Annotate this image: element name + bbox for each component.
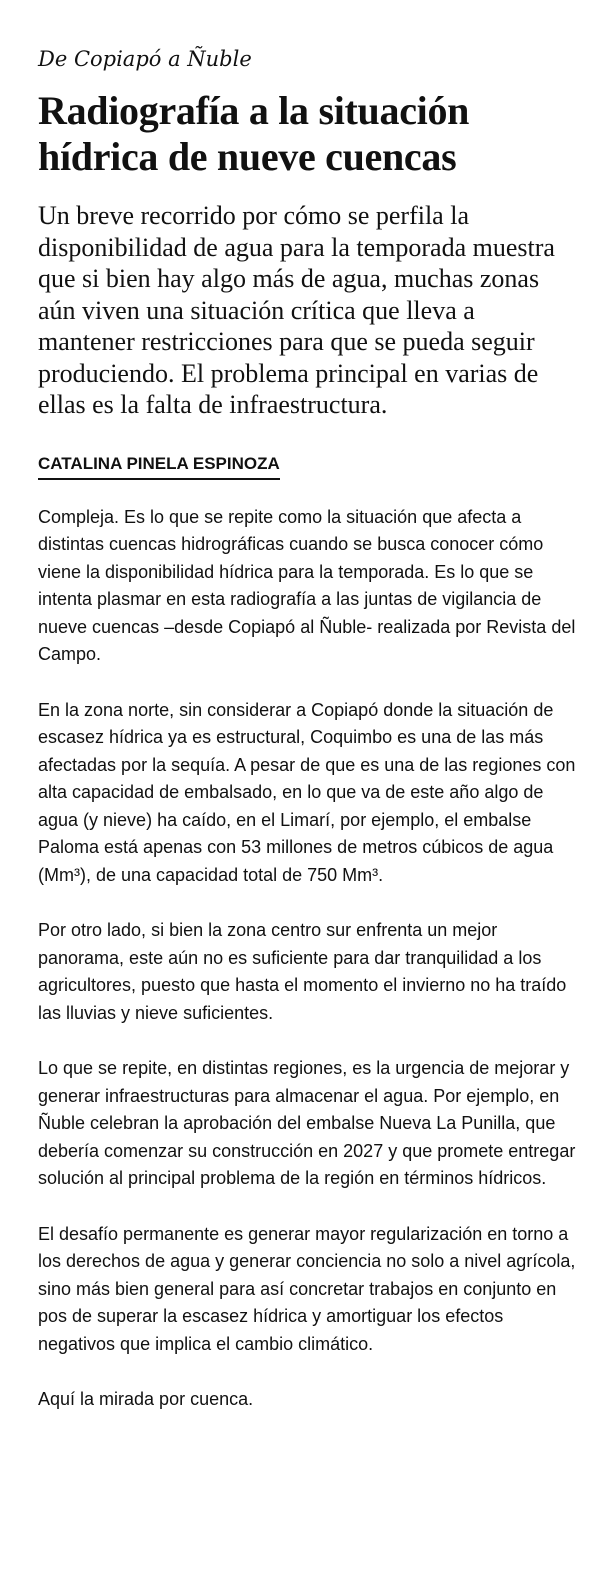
article-lede: Un breve recorrido por cómo se perfila la disponibilidad de agua para la temporada muestra que si bien hay algo más de agua, muchas zonas aún viven una situación crítica que lleva a mantener restricciones para que se pueda seguir produciendo. El problema principal en varias de ellas es la falta de infraestructura. [38,201,555,419]
body-paragraph-2: En la zona norte, sin considerar a Copiapó donde la situación de escasez hídrica ya es estructural, Coquimbo es una de las más afectadas por la sequía. A pesar de que es una de las regiones con alta capacidad de embalsado, en lo que va de este año algo de agua (y nieve) ha caído, en el Limarí, por ejemplo, el embalse Paloma está apenas con 53 millones de metros cúbicos de agua (Mm³), de una capacidad total de 750 Mm³. [38,699,576,885]
article-body [38,504,576,1414]
author-byline [38,453,576,480]
body-paragraph-4: Lo que se repite, en distintas regiones, es la urgencia de mejorar y generar infraestructuras para almacenar el agua. Por ejemplo, en Ñuble celebran la aprobación del embalse Nueva La Punilla, que debería comenzar su construcción en 2027 y que promete entregar solución al principal problema de la región en términos hídricos. [38,1058,576,1188]
author-name-link[interactable]: CATALINA PINELA ESPINOZA [38,453,280,480]
body-paragraph-5: El desafío permanente es generar mayor regularización en torno a los derechos de agua y generar conciencia no solo a nivel agrícola, sino más bien general para así concretar trabajos en conjunto en pos de superar la escasez hídrica y amortiguar los efectos negativos que implica el cambio climático. [38,1223,576,1354]
body-paragraph-1: Compleja. Es lo que se repite como la situación que afecta a distintas cuencas hidrográficas cuando se busca conocer cómo viene la disponibilidad hídrica para la temporada. Es lo que se intenta plasmar en esta radiografía a las juntas de vigilancia de nueve cuencas –desde Copiapó al Ñuble- realizada por Revista del Campo. [38,506,576,664]
article-kicker: De Copiapó a Ñuble [38,47,252,71]
body-paragraph-6: Aquí la mirada por cuenca. [38,1389,254,1409]
article-headline: Radiografía a la situación hídrica de nueve cuencas [38,88,470,179]
body-paragraph-3: Por otro lado, si bien la zona centro sur enfrenta un mejor panorama, este aún no es suficiente para dar tranquilidad a los agricultores, puesto que hasta el momento el invierno no ha traído las lluvias y nieve suficientes. [38,920,567,1023]
